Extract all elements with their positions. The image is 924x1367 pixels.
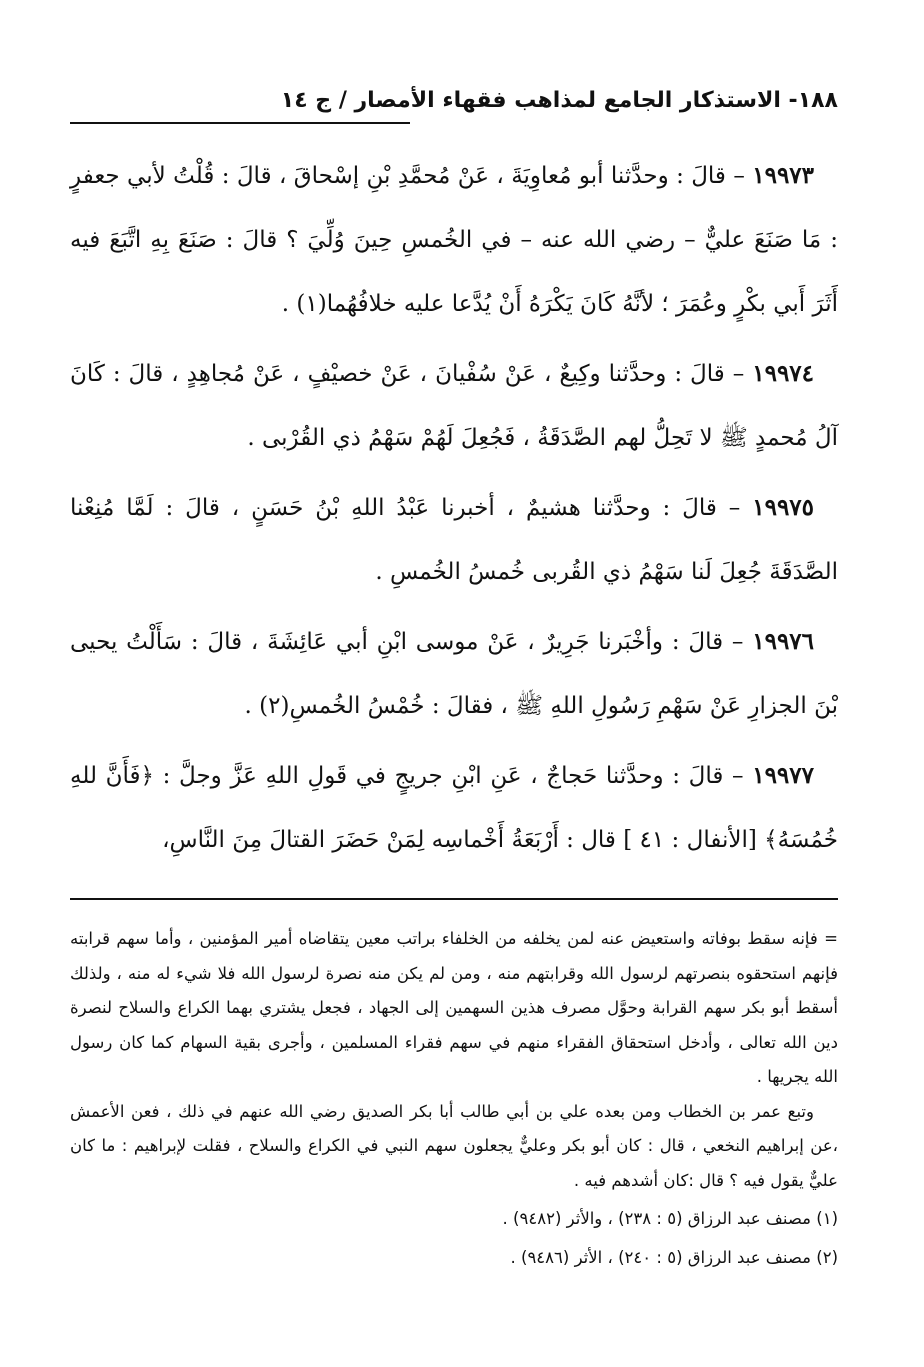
hadith-text: – قالَ : وحدَّثنا هشيمٌ ، أخبرنا عَبْدُ اللهِ بْنُ حَسَنٍ ، قالَ : لَمَّا مُنِعْنا الصَّدَقَةَ جُعِلَ لَنا سَهْمُ ذي القُربى خُمسُ الخُمسِ . — [70, 495, 838, 585]
footnote-2: (٢) مصنف عبد الرزاق (٥ : ٢٤٠) ، الأثر (٩٤٨٦) . — [510, 1247, 838, 1267]
hadith-paragraph — [70, 476, 838, 604]
book-page — [70, 78, 838, 1348]
hadith-number: ١٩٩٧٦ — [752, 628, 815, 655]
hadith-text: – قالَ : وحدَّثنا أبو مُعاوِيَةَ ، عَنْ مُحمَّدِ بْنِ إسْحاقَ ، قالَ : قُلْتُ لأبي جعفرٍ : مَا صَنَعَ عليٌّ – رضي الله عنه – في الخُمسِ حِينَ وُلِّيَ ؟ قالَ : صَنَعَ بِهِ اتَّبَعَ فيه أَثَرَ أَبي بكْرٍ وعُمَرَ ؛ لأنَّهُ كَانَ يَكْرَهُ أَنْ يُدَّعا عليه خلافُهُما(١) . — [70, 163, 838, 317]
header-rule — [70, 122, 410, 124]
hadith-paragraph — [70, 744, 838, 872]
hadith-paragraph — [70, 342, 838, 470]
running-header — [70, 78, 838, 124]
footnote-separator — [70, 898, 838, 900]
hadith-paragraph — [70, 144, 838, 336]
main-text — [70, 144, 838, 872]
footnote-1: (١) مصنف عبد الرزاق (٥ : ٢٣٨) ، والأثر (٩٤٨٢) . — [502, 1209, 838, 1228]
hadith-paragraph — [70, 610, 838, 738]
footnotes — [70, 922, 838, 1275]
running-head-title: ١٨٨- الاستذكار الجامع لمذاهب فقهاء الأمصار / ج ١٤ — [280, 88, 838, 113]
hadith-number: ١٩٩٧٥ — [752, 494, 815, 521]
hadith-number: ١٩٩٧٤ — [752, 360, 815, 387]
footnote-note: وتبع عمر بن الخطاب ومن بعده علي بن أبي طالب أبا بكر الصديق رضي الله عنهم في ذلك ، فعن الأعمش ،عن إبراهيم النخعي ، قال : كان أبو بكر وعليٌّ يجعلون سهم النبي في الكراع والسلاح ، فقلت لإبراهيم : ما كان عليٌّ يقول فيه ؟ قال :كان أشدهم فيه . — [70, 1101, 838, 1190]
footnote-continuation: = فإنه سقط بوفاته واستعيض عنه لمن يخلفه من الخلفاء براتب معين يتقاضاه أمير المؤمنين ، وأما سهم قرابته فإنهم استحقوه بنصرتهم لرسول الله وقرابتهم منه ، ومن لم يكن منه نصرة لرسول الله فلا شيء له منه ، ولذلك أسقط أبو بكر سهم القرابة وحوَّل مصرف هذين السهمين إلى الجهاد ، فجعل يشتري بهما الكراع والسلاح لنصرة دين الله تعالى ، وأدخل استحقاق الفقراء منهم في سهم فقراء المسلمين ، وأجرى بقية السهام كما كان رسول الله يجريها . — [70, 929, 838, 1086]
hadith-text: – قالَ : وأخْبَرنا جَرِيرٌ ، عَنْ موسى ابْنِ أبي عَائِشَةَ ، قالَ : سَأَلْتُ يحيى بْنَ الجزارِ عَنْ سَهْمِ رَسُولِ اللهِ ﷺ ، فقالَ : خُمْسُ الخُمسِ(٢) . — [70, 629, 838, 719]
hadith-text: – قالَ : وحدَّثنا وكِيعٌ ، عَنْ سُفْيانَ ، عَنْ خصيْفٍ ، عَنْ مُجاهِدٍ ، قالَ : كَانَ آلُ مُحمدٍ ﷺ لا تَحِلُّ لهم الصَّدَقَةُ ، فَجُعِلَ لَهُمْ سَهْمُ ذي القُرْبى . — [70, 361, 838, 451]
hadith-text: – قالَ : وحدَّثنا حَجاجٌ ، عَنِ ابْنِ جريجٍ في قَولِ اللهِ عَزَّ وجلَّ : ﴿فَأَنَّ للهِ خُمُسَهُ﴾ [الأنفال : ٤١ ] قال : أَرْبَعَةُ أَخْماسِه لِمَنْ حَضَرَ القتالَ مِنَ النَّاسِ، — [70, 763, 838, 853]
hadith-number: ١٩٩٧٧ — [752, 762, 814, 789]
hadith-number: ١٩٩٧٣ — [752, 162, 815, 189]
